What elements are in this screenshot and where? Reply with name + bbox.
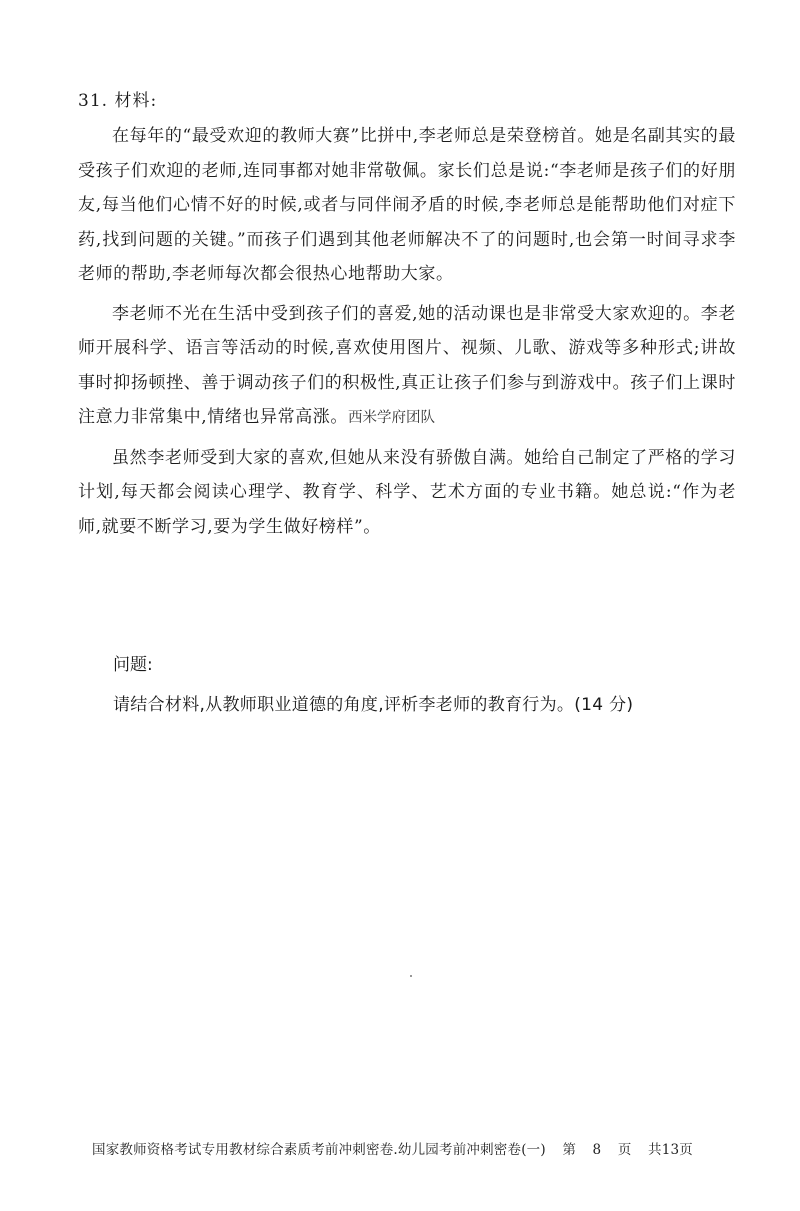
question-number-heading: 31. 材料: (78, 91, 158, 111)
material-paragraph-1: 在每年的“最受欢迎的教师大赛”比拼中,李老师总是荣登榜首。她是名副其实的最受孩子们欢迎的老师,连同事都对她非常敬佩。家长们总是说:“李老师是孩子们的好朋友,每当他们心情不好的时候,或者与同伴闹矛盾的时候,李老师总是能帮助他们对症下药,找到问题的关键。”而孩子们遇到其他老师解决不了的问题时,也会第一时间寻求李老师的帮助,李老师每次都会很热心地帮助大家。 (78, 126, 736, 284)
watermark-tag: 西米学府团队 (348, 410, 436, 426)
material-paragraph-3: 虽然李老师受到大家的喜欢,但她从来没有骄傲自满。她给自己制定了严格的学习计划,每天都会阅读心理学、教育学、科学、艺术方面的专业书籍。她总说:“作为老师,就要不断学习,要为学生做好榜样”。 (78, 447, 736, 537)
material-paragraph-2-text: 李老师不光在生活中受到孩子们的喜爱,她的活动课也是非常受大家欢迎的。李老师开展科学、语言等活动的时候,喜欢使用图片、视频、儿歌、游戏等多种形式;讲故事时抑扬顿挫、善于调动孩子们的积极性,真正让孩子们参与到游戏中。孩子们上课时注意力非常集中,情绪也异常高涨。 (78, 303, 736, 427)
page-footer (92, 1138, 693, 1158)
scan-speck (410, 975, 412, 977)
issue-text: 请结合材料,从教师职业道德的角度,评析李老师的教育行为。(14 分) (113, 695, 634, 715)
footer-page-unit: 页 (617, 1142, 632, 1158)
footer-page-number: 8 (592, 1142, 602, 1158)
footer-total-pages: 共13页 (648, 1142, 694, 1158)
footer-page-prefix: 第 (562, 1142, 577, 1158)
footer-book-title: 国家教师资格考试专用教材综合素质考前冲刺密卷.幼儿园考前冲刺密卷(一) (92, 1142, 546, 1158)
issue-label: 问题: (113, 655, 153, 675)
material-paragraph-2 (78, 297, 736, 436)
material-body (78, 119, 736, 544)
